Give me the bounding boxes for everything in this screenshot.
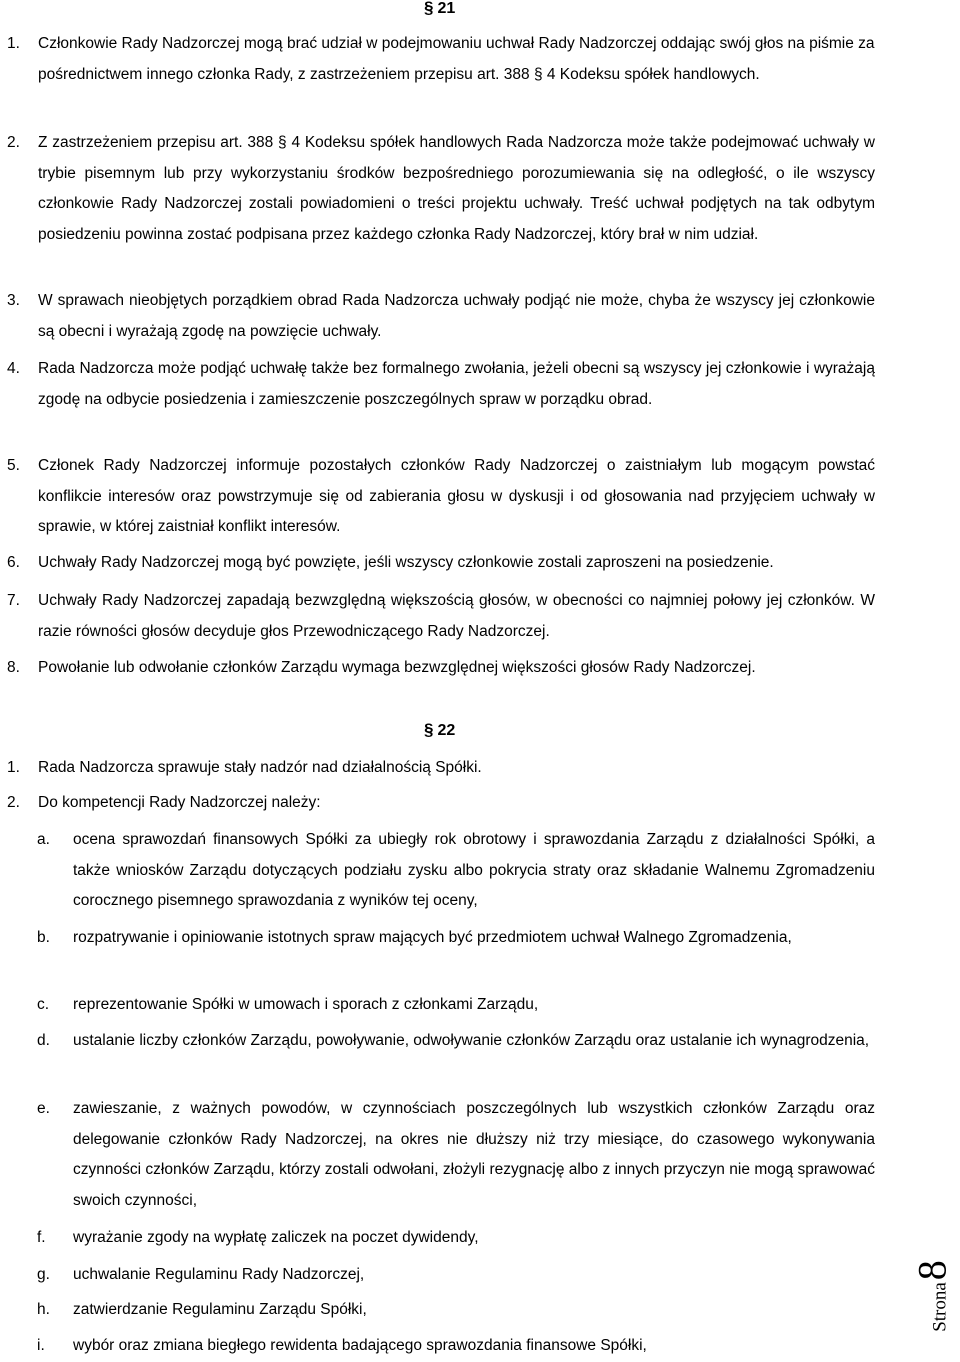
sub-item-text: rozpatrywanie i opiniowanie istotnych spraw mających być przedmiotem uchwał Walnego Zgromadzenia, (73, 929, 792, 946)
item-text: Uchwały Rady Nadzorczej mogą być powzięte, jeśli wszyscy członkowie zostali zaproszeni na posiedzenie. (38, 554, 774, 571)
item-number: 6. (7, 554, 20, 571)
page-footer-text (909, 1260, 956, 1332)
section-21-item-2 (7, 128, 875, 250)
section-22-item-2 (7, 788, 875, 819)
sub-item-text: zatwierdzanie Regulaminu Zarządu Spółki, (73, 1301, 367, 1318)
item-number: 1. (7, 759, 20, 776)
sub-item-text: ocena sprawozdań finansowych Spółki za ubiegły rok obrotowy i sprawozdania Zarządu z działalności Spółki, a także wniosków Zarządu dotyczących podziału zysku albo pokrycia straty oraz składanie Walnemu Zgromadzeniu corocznego pisemnego sprawozdania z wyników tej oceny, (73, 831, 875, 909)
item-text: Uchwały Rady Nadzorczej zapadają bezwzględną większością głosów, w obecności co najmniej połowy jej członków. W razie równości głosów decyduje głos Przewodniczącego Rady Nadzorczej. (38, 592, 875, 640)
competence-item-e (37, 1094, 875, 1216)
sub-item-text: uchwalanie Regulaminu Rady Nadzorczej, (73, 1266, 365, 1283)
item-number: 4. (7, 360, 20, 377)
sub-item-letter: b. (37, 929, 50, 946)
page-label: Strona (929, 1282, 951, 1332)
section-number: 22 (437, 722, 456, 739)
section-21-item-4 (7, 354, 875, 415)
sub-item-letter: f. (37, 1229, 46, 1246)
page-footer (910, 1241, 954, 1351)
sub-item-letter: g. (37, 1266, 50, 1283)
section-21-item-6 (7, 548, 875, 579)
item-text: Członek Rady Nadzorczej informuje pozostałych członków Rady Nadzorczej o zaistniałym lub mogącym powstać konflikcie interesów oraz powstrzymuje się od zabierania głosu w dyskusji i od głosowania nad przyjęciem uchwały w sprawie, w której zaistniał konflikt interesów. (38, 457, 875, 535)
section-21-item-8 (7, 653, 875, 684)
competence-item-h (37, 1295, 875, 1326)
section-21-item-3 (7, 286, 875, 347)
item-text: Rada Nadzorcza sprawuje stały nadzór nad działalnością Spółki. (38, 759, 482, 776)
competence-item-c (37, 990, 875, 1021)
competence-item-a (37, 825, 875, 917)
competence-item-i (37, 1331, 875, 1362)
section-21-heading (424, 0, 455, 18)
sub-item-text: zawieszanie, z ważnych powodów, w czynnościach poszczególnych lub wszystkich członków Zarządu oraz delegowanie członków Rady Nadzorczej, na okres nie dłuższy niż trzy miesiące, do czasowego wykonywania czynności członków Zarządu, którzy zostali odwołani, złożyli rezygnację albo z innych przyczyn nie mogą sprawować swoich czynności, (73, 1100, 875, 1209)
item-number: 2. (7, 134, 20, 151)
sub-item-letter: h. (37, 1301, 50, 1318)
item-number: 7. (7, 592, 20, 609)
section-sign: § (424, 720, 434, 739)
section-21-item-7 (7, 586, 875, 647)
competence-item-b (37, 923, 875, 954)
item-text: Do kompetencji Rady Nadzorczej należy: (38, 794, 321, 811)
sub-item-letter: d. (37, 1032, 50, 1049)
section-number: 21 (437, 0, 456, 17)
competence-item-f (37, 1223, 875, 1254)
section-22-item-1 (7, 753, 875, 784)
item-number: 1. (7, 35, 20, 52)
item-number: 8. (7, 659, 20, 676)
sub-item-text: reprezentowanie Spółki w umowach i sporach z członkami Zarządu, (73, 996, 539, 1013)
section-21-item-5 (7, 451, 875, 543)
competence-item-g (37, 1260, 875, 1291)
section-21-item-1 (7, 29, 875, 90)
section-sign: § (424, 0, 434, 17)
item-number: 3. (7, 292, 20, 309)
item-text: W sprawach nieobjętych porządkiem obrad Rada Nadzorcza uchwały podjąć nie może, chyba że wszyscy jej członkowie są obecni i wyrażają zgodę na powzięcie uchwały. (38, 292, 875, 340)
sub-item-text: wybór oraz zmiana biegłego rewidenta badającego sprawozdania finansowe Spółki, (73, 1337, 647, 1354)
sub-item-letter: a. (37, 831, 50, 848)
item-text: Rada Nadzorcza może podjąć uchwałę także bez formalnego zwołania, jeżeli obecni są wszyscy jej członkowie i wyrażają zgodę na odbycie posiedzenia i zamieszczenie poszczególnych spraw w porządku obrad. (38, 360, 875, 408)
item-text: Członkowie Rady Nadzorczej mogą brać udział w podejmowaniu uchwał Rady Nadzorczej oddając swój głos na piśmie za pośrednictwem innego członka Rady, z zastrzeżeniem przepisu art. 388 § 4 Kodeksu spółek handlowych. (38, 35, 875, 83)
item-text: Powołanie lub odwołanie członków Zarządu wymaga bezwzględnej większości głosów Rady Nadzorczej. (38, 659, 756, 676)
sub-item-text: ustalanie liczby członków Zarządu, powoływanie, odwoływanie członków Zarządu oraz ustalanie ich wynagrodzenia, (73, 1032, 870, 1049)
sub-item-letter: e. (37, 1100, 50, 1117)
item-number: 2. (7, 794, 20, 811)
sub-item-text: wyrażanie zgody na wypłatę zaliczek na poczet dywidendy, (73, 1229, 479, 1246)
item-number: 5. (7, 457, 20, 474)
item-text: Z zastrzeżeniem przepisu art. 388 § 4 Kodeksu spółek handlowych Rada Nadzorcza może także podejmować uchwały w trybie pisemnym lub przy wykorzystaniu środków bezpośredniego porozumiewania się na odległość, o ile wszyscy członkowie Rady Nadzorczej zostali powiadomieni o treści projektu uchwały. Treść uchwał podjętych na tak odbytym posiedzeniu powinna zostać podpisana przez każdego członka Rady Nadzorczej, który brał w nim udział. (38, 134, 875, 243)
sub-item-letter: i. (37, 1337, 45, 1354)
section-22-heading (424, 720, 455, 740)
sub-item-letter: c. (37, 996, 50, 1013)
page-number: 8 (909, 1260, 955, 1281)
competence-item-d (37, 1026, 875, 1057)
